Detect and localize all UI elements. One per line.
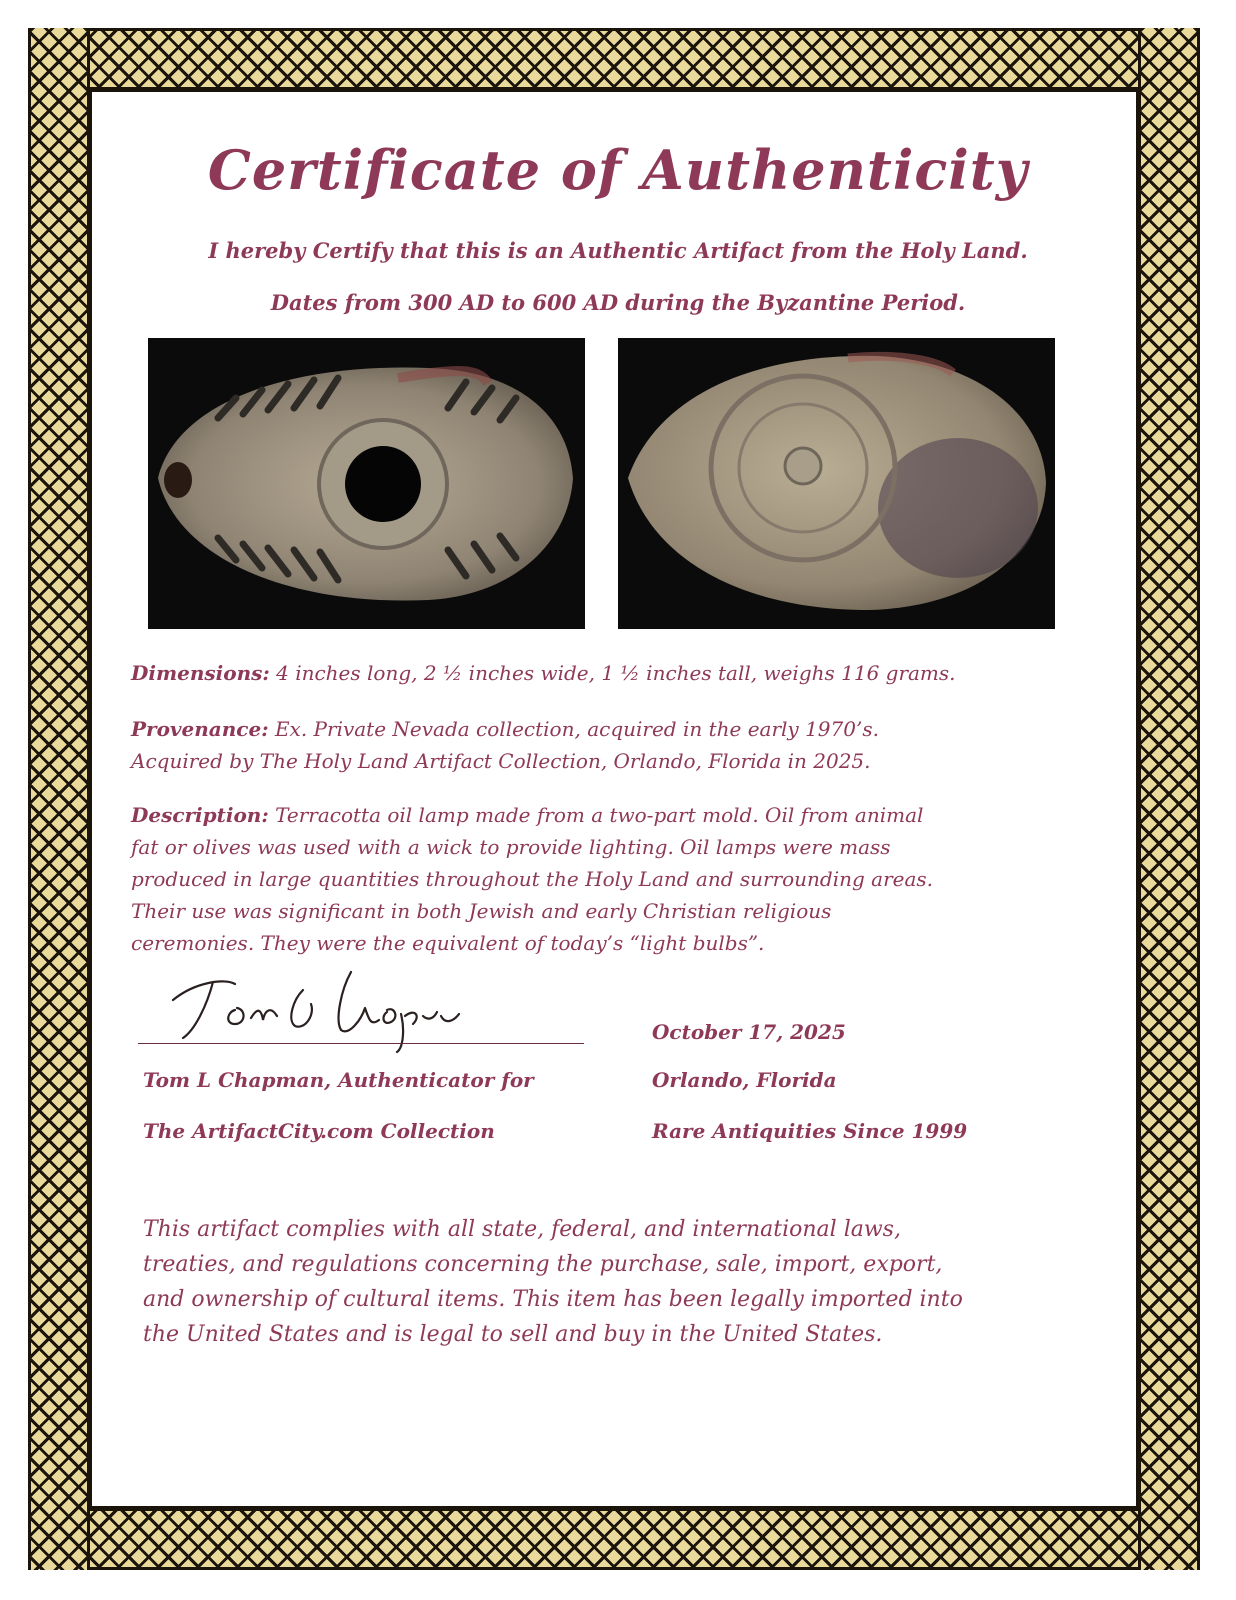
- dimensions-paragraph: [131, 657, 1091, 689]
- oil-lamp-top-photo: [148, 338, 585, 629]
- company-tagline: Rare Antiquities Since 1999: [652, 1119, 968, 1143]
- certificate-place: Orlando, Florida: [652, 1068, 837, 1092]
- certification-statement: I hereby Certify that this is an Authentic Artifact from the Holy Land.: [208, 238, 1028, 263]
- dimensions-text: 4 inches long, 2 ½ inches wide, 1 ½ inches tall, weighs 116 grams.: [269, 661, 956, 685]
- provenance-text-line2: Acquired by The Holy Land Artifact Collection, Orlando, Florida in 2025.: [131, 749, 871, 773]
- description-label: Description:: [131, 803, 269, 827]
- legal-line2: treaties, and regulations concerning the purchase, sale, import, export,: [143, 1252, 943, 1277]
- provenance-text-line1: Ex. Private Nevada collection, acquired in the early 1970’s.: [268, 717, 879, 741]
- handwritten-signature: [165, 960, 465, 1055]
- legal-line1: This artifact complies with all state, federal, and international laws,: [143, 1217, 901, 1242]
- description-line2: fat or olives was used with a wick to provide lighting. Oil lamps were mass: [131, 835, 891, 859]
- description-paragraph: [131, 799, 1091, 959]
- description-line3: produced in large quantities throughout the Holy Land and surrounding areas.: [131, 867, 934, 891]
- authenticator-name: Tom L Chapman, Authenticator for: [143, 1068, 534, 1092]
- period-statement: Dates from 300 AD to 600 AD during the Byzantine Period.: [270, 290, 966, 315]
- ornamental-border-top: [28, 28, 1200, 90]
- collection-name: The ArtifactCity.com Collection: [143, 1119, 495, 1143]
- legal-line4: the United States and is legal to sell and buy in the United States.: [143, 1322, 883, 1347]
- dimensions-label: Dimensions:: [131, 661, 270, 685]
- ornamental-border-bottom: [28, 1508, 1200, 1570]
- legal-compliance-statement: [143, 1212, 1093, 1352]
- legal-line3: and ownership of cultural items. This item has been legally imported into: [143, 1287, 963, 1312]
- signature-line: [138, 1043, 584, 1044]
- description-line1: Terracotta oil lamp made from a two-part mold. Oil from animal: [268, 803, 924, 827]
- certificate-title: Certificate of Authenticity: [207, 138, 1029, 202]
- description-line5: ceremonies. They were the equivalent of today’s “light bulbs”.: [131, 931, 765, 955]
- provenance-label: Provenance:: [131, 717, 269, 741]
- oil-lamp-bottom-photo: [618, 338, 1055, 629]
- certificate-date: October 17, 2025: [652, 1020, 846, 1044]
- provenance-paragraph: [131, 713, 1091, 777]
- description-line4: Their use was significant in both Jewish and early Christian religious: [131, 899, 832, 923]
